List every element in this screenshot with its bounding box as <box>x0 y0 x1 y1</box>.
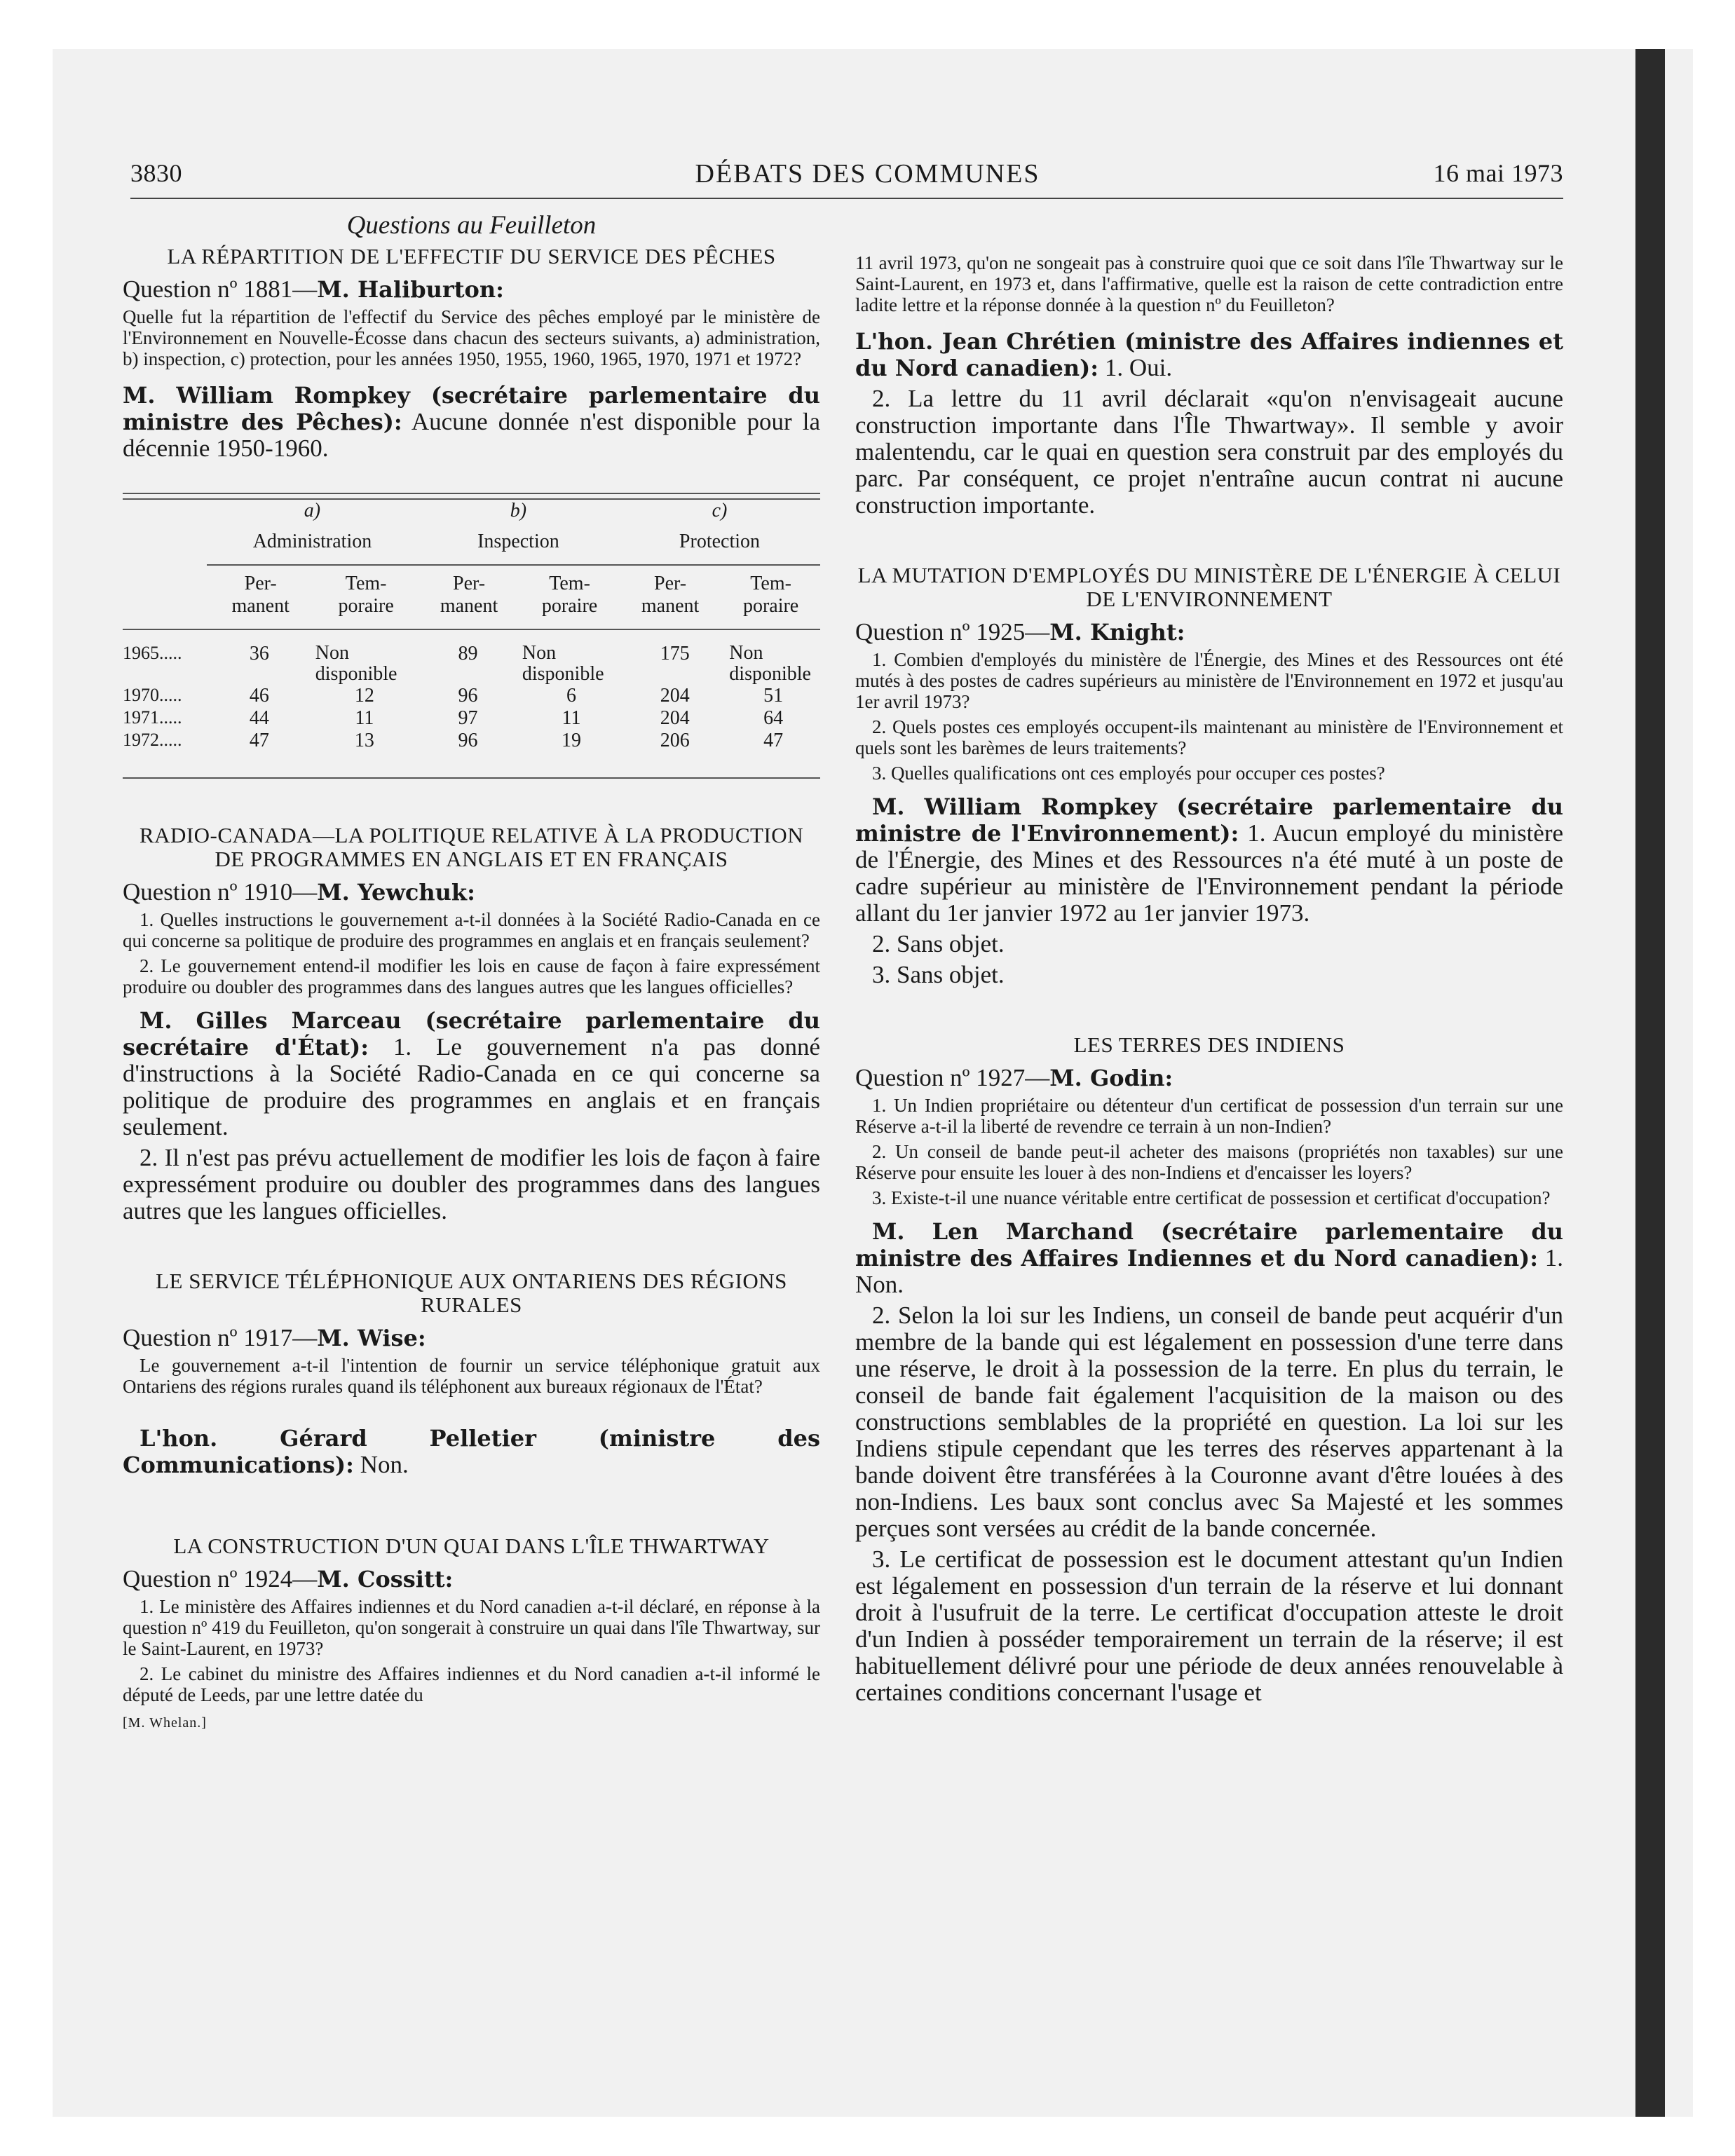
answer-text: Aucune donnée n'est disponible pour la décennie 1950-1960. <box>123 408 821 462</box>
staff-table <box>123 493 820 779</box>
question-author: M. Godin: <box>1049 1065 1173 1091</box>
data-table <box>123 500 820 629</box>
question-text: 3. Quelles qualifications ont ces employés pour occuper ces postes? <box>872 763 1385 784</box>
section-title: LA CONSTRUCTION D'UN QUAI DANS L'ÎLE THWARTWAY <box>173 1534 770 1558</box>
table-cell: 36 <box>249 643 269 664</box>
data-table-body <box>123 630 820 752</box>
question-text: 11 avril 1973, qu'on ne songeait pas à construire quoi que ce soit dans l'île Thwartway sur le Saint-Laurent, en 1973 et, dans l'affirmative, quelle est la raison de cette contradiction entre ladite lettre et la réponse donnée à la question nº du Feuilleton? <box>855 252 1563 315</box>
column-header: Tem- poraire <box>721 565 820 629</box>
question-number: Question nº 1927— <box>855 1064 1050 1091</box>
question-line <box>123 878 820 906</box>
row-year: 1971..... <box>123 707 182 728</box>
table-cell: 175 <box>660 643 690 664</box>
answer-speaker: L'hon. Jean Chrétien (ministre des Affaires indiennes et du Nord canadien): <box>855 328 1563 381</box>
table-cell: 46 <box>249 685 269 707</box>
question-number: Question nº 1910— <box>123 878 318 906</box>
answer-paragraph: 2. Sans objet. <box>872 930 1005 957</box>
table-row <box>123 630 820 685</box>
answer-text: 1. Le gouvernement n'a pas donné d'instructions à la Société Radio-Canada en ce qui concerne sa politique de produire des programmes en anglais et en français seulement. <box>123 1033 821 1140</box>
answer-speaker: M. William Rompkey (secrétaire parlementaire du ministre de l'Environnement): <box>855 793 1563 847</box>
answer-speaker: L'hon. Gérard Pelletier (ministre des Communications): <box>123 1425 820 1478</box>
table-cell: Non disponible <box>315 642 397 685</box>
table-cell: 6 <box>566 685 576 707</box>
column-header: Per- manent <box>207 565 314 629</box>
question-number: Question nº 1881— <box>123 275 318 303</box>
question-line <box>123 275 820 303</box>
table-row <box>123 685 820 707</box>
section-title: LE SERVICE TÉLÉPHONIQUE AUX ONTARIENS DES RÉGIONS RURALES <box>156 1269 787 1317</box>
answer-paragraph <box>855 793 1563 927</box>
answer-paragraph <box>123 1007 820 1140</box>
answer-paragraph: 2. Il n'est pas prévu actuellement de modifier les lois de façon à faire expressément produire ou doubler des programmes dans des langues autres que les langues officielles. <box>123 1144 820 1224</box>
answer-paragraph <box>123 382 820 462</box>
question-number: Question nº 1917— <box>123 1324 318 1351</box>
question-author: M. Haliburton: <box>317 276 504 303</box>
table-cell: 11 <box>562 707 581 729</box>
question-text: 1. Le ministère des Affaires indiennes et du Nord canadien a-t-il déclaré, en réponse à la question nº 419 du Feuilleton, qu'on songerait à construire un quai dans l'île Thwartway, sur le Saint-Laurent, en 1973? <box>123 1596 820 1659</box>
question-line <box>123 1565 820 1593</box>
answer-text: 1. Aucun employé du ministère de l'Énergie, des Mines et des Ressources n'a été muté à un poste de cadre supérieur au ministère de l'Environnement pendant la période allant du 1er janvier 1972 au 1er janvier 1973. <box>855 819 1564 927</box>
running-title: DÉBATS DES COMMUNES <box>695 159 1040 189</box>
table-cell: 89 <box>458 643 478 664</box>
table-bottom-rule <box>123 777 820 779</box>
table-cell: Non disponible <box>522 642 604 685</box>
answer-paragraph <box>123 1425 820 1478</box>
table-row <box>123 707 820 730</box>
group-letter: b) <box>510 500 527 521</box>
answer-text: 1. Non. <box>855 1244 1563 1298</box>
answer-paragraph <box>855 1218 1563 1298</box>
column-header: Per- manent <box>418 565 520 629</box>
answer-text: Non. <box>353 1451 409 1478</box>
table-row <box>123 730 820 752</box>
question-text: 1. Un Indien propriétaire ou détenteur d'un certificat de possession d'un terrain sur une Réserve a-t-il la liberté de revendre ce terrain à un non-Indien? <box>855 1095 1563 1137</box>
table-top-rule <box>123 493 820 500</box>
question-text: 3. Existe-t-il une nuance véritable entre certificat de possession et certificat d'occupation? <box>872 1187 1551 1208</box>
question-line <box>855 1064 1563 1092</box>
group-name: Protection <box>679 531 761 552</box>
table-cell: 206 <box>660 730 690 751</box>
question-number: Question nº 1924— <box>123 1565 318 1592</box>
answer-paragraph: 2. La lettre du 11 avril déclarait «qu'on n'envisageait aucune construction importante dans l'Île Thwartway». Il semble y avoir malentendu, car le quai en question sera construit par des employés du parc. Par conséquent, ce projet n'entraîne aucun contrat ni aucune construction importante. <box>855 385 1563 519</box>
section-title: LES TERRES DES INDIENS <box>1073 1032 1345 1057</box>
answer-paragraph <box>855 328 1563 381</box>
table-cell: 204 <box>660 685 690 707</box>
answer-text: 1. Oui. <box>1098 354 1173 381</box>
table-cell: 204 <box>660 707 690 729</box>
question-text: 2. Le cabinet du ministre des Affaires indiennes et du Nord canadien a-t-il informé le député de Leeds, par une lettre datée du <box>123 1663 820 1705</box>
group-name: Administration <box>252 531 372 552</box>
section-title: LA MUTATION D'EMPLOYÉS DU MINISTÈRE DE L'ÉNERGIE À CELUI DE L'ENVIRONNEMENT <box>857 563 1561 611</box>
column-header: Tem- poraire <box>314 565 418 629</box>
question-text: 2. Quels postes ces employés occupent-ils maintenant au ministère de l'Environnement et quels sont les barèmes de leurs traitements? <box>855 716 1563 758</box>
column-header: Tem- poraire <box>520 565 619 629</box>
scan-edge-bar <box>1635 49 1665 2117</box>
section-heading: Questions au Feuilleton <box>346 211 597 240</box>
question-text: Le gouvernement a-t-il l'intention de fournir un service téléphonique gratuit aux Ontariens des régions rurales quand ils téléphonent aux bureaux régionaux de l'État? <box>123 1355 820 1397</box>
section-title: LA RÉPARTITION DE L'EFFECTIF DU SERVICE DES PÊCHES <box>167 244 776 268</box>
question-author: M. Cossitt: <box>317 1566 454 1592</box>
page-date: 16 mai 1973 <box>1433 159 1563 187</box>
answer-paragraph: 3. Le certificat de possession est le document attestant qu'un Indien est légalement en possession d'un terrain de la réserve et lui donnant droit à l'usufruit de la terre. Le certificat d'occupation atteste le droit d'un Indien à posséder temporairement un terrain de la réserve; il est habituellement délivré pour une période de deux années renouvelable à certaines conditions concernant l'usage et <box>855 1546 1563 1706</box>
question-line <box>855 618 1563 646</box>
question-text: Quelle fut la répartition de l'effectif du Service des pêches employé par le ministère de l'Environnement en Nouvelle-Écosse dans chacun des secteurs suivants, a) administration, b) inspection, c) protection, pour les années 1950, 1955, 1960, 1965, 1970, 1971 et 1972? <box>123 306 820 369</box>
table-cell: 47 <box>249 730 269 751</box>
question-text: 2. Le gouvernement entend-il modifier les lois en cause de façon à faire expressément produire ou doubler des programmes dans des langues autres que les langues officielles? <box>123 955 820 997</box>
answer-paragraph: 2. Selon la loi sur les Indiens, un conseil de bande peut acquérir d'un membre de la bande qui est légalement en possession d'une terre dans une réserve, le droit à la possession de la terre. En plus du terrain, le conseil de bande fait également l'acquisition de la maison ou des constructions semblables de la propriété en question. La loi sur les Indiens stipule cependant que les terres des réserves appartenant à la bande doivent être transférées à la Couronne avant d'être louées à des non-Indiens. Les baux sont conclus avec Sa Majesté et les sommes perçues sont versées au crédit de la bande concernée. <box>855 1302 1563 1542</box>
left-column <box>123 210 820 1731</box>
right-column <box>855 210 1563 1709</box>
table-cell: 11 <box>355 707 374 729</box>
group-letter: c) <box>712 500 728 521</box>
question-author: M. Knight: <box>1049 619 1185 646</box>
question-line <box>123 1324 820 1352</box>
table-cell: Non disponible <box>729 642 811 685</box>
row-year: 1965..... <box>123 643 182 663</box>
question-author: M. Wise: <box>317 1325 426 1351</box>
table-cell: 97 <box>458 707 478 729</box>
question-number: Question nº 1925— <box>855 618 1050 646</box>
table-cell: 12 <box>354 685 374 707</box>
header-rule <box>130 198 1563 199</box>
answer-speaker: M. Len Marchand (secrétaire parlementaire du ministre des Affaires Indiennes et du Nord canadien): <box>855 1218 1563 1271</box>
table-cell: 51 <box>763 685 784 707</box>
row-year: 1972..... <box>123 730 182 750</box>
table-cell: 64 <box>763 707 784 729</box>
answer-speaker: M. Gilles Marceau (secrétaire parlementaire du secrétaire d'État): <box>123 1007 820 1060</box>
table-cell: 96 <box>458 685 478 707</box>
answer-paragraph: 3. Sans objet. <box>872 961 1005 988</box>
table-cell: 96 <box>458 730 478 751</box>
table-cell: 44 <box>249 707 269 729</box>
column-header: Per- manent <box>619 565 721 629</box>
row-year: 1970..... <box>123 685 182 705</box>
group-name: Inspection <box>477 531 559 552</box>
table-cell: 47 <box>763 730 784 751</box>
section-title: RADIO-CANADA—LA POLITIQUE RELATIVE À LA PRODUCTION DE PROGRAMMES EN ANGLAIS ET EN FRANÇAIS <box>139 823 804 871</box>
group-letter: a) <box>304 500 321 521</box>
signature: [M. Whelan.] <box>123 1715 207 1731</box>
table-cell: 13 <box>354 730 374 751</box>
question-text: 1. Quelles instructions le gouvernement a-t-il données à la Société Radio-Canada en ce qui concerne sa politique de produire des programmes en anglais et en français seulement? <box>123 909 820 951</box>
table-cell: 19 <box>561 730 581 751</box>
question-text: 1. Combien d'employés du ministère de l'Énergie, des Mines et des Ressources ont été mutés à des postes de cadres supérieurs au ministère de l'Environnement en 1972 et jusqu'au 1er avril 1973? <box>855 649 1563 712</box>
question-text: 2. Un conseil de bande peut-il acheter des maisons (propriétés non taxables) sur une Réserve pour ensuite les louer à des non-Indiens et d'encaisser les loyers? <box>855 1141 1563 1183</box>
page-number: 3830 <box>130 159 182 187</box>
question-author: M. Yewchuk: <box>317 879 475 906</box>
answer-speaker: M. William Rompkey (secrétaire parlementaire du ministre des Pêches): <box>123 382 820 435</box>
